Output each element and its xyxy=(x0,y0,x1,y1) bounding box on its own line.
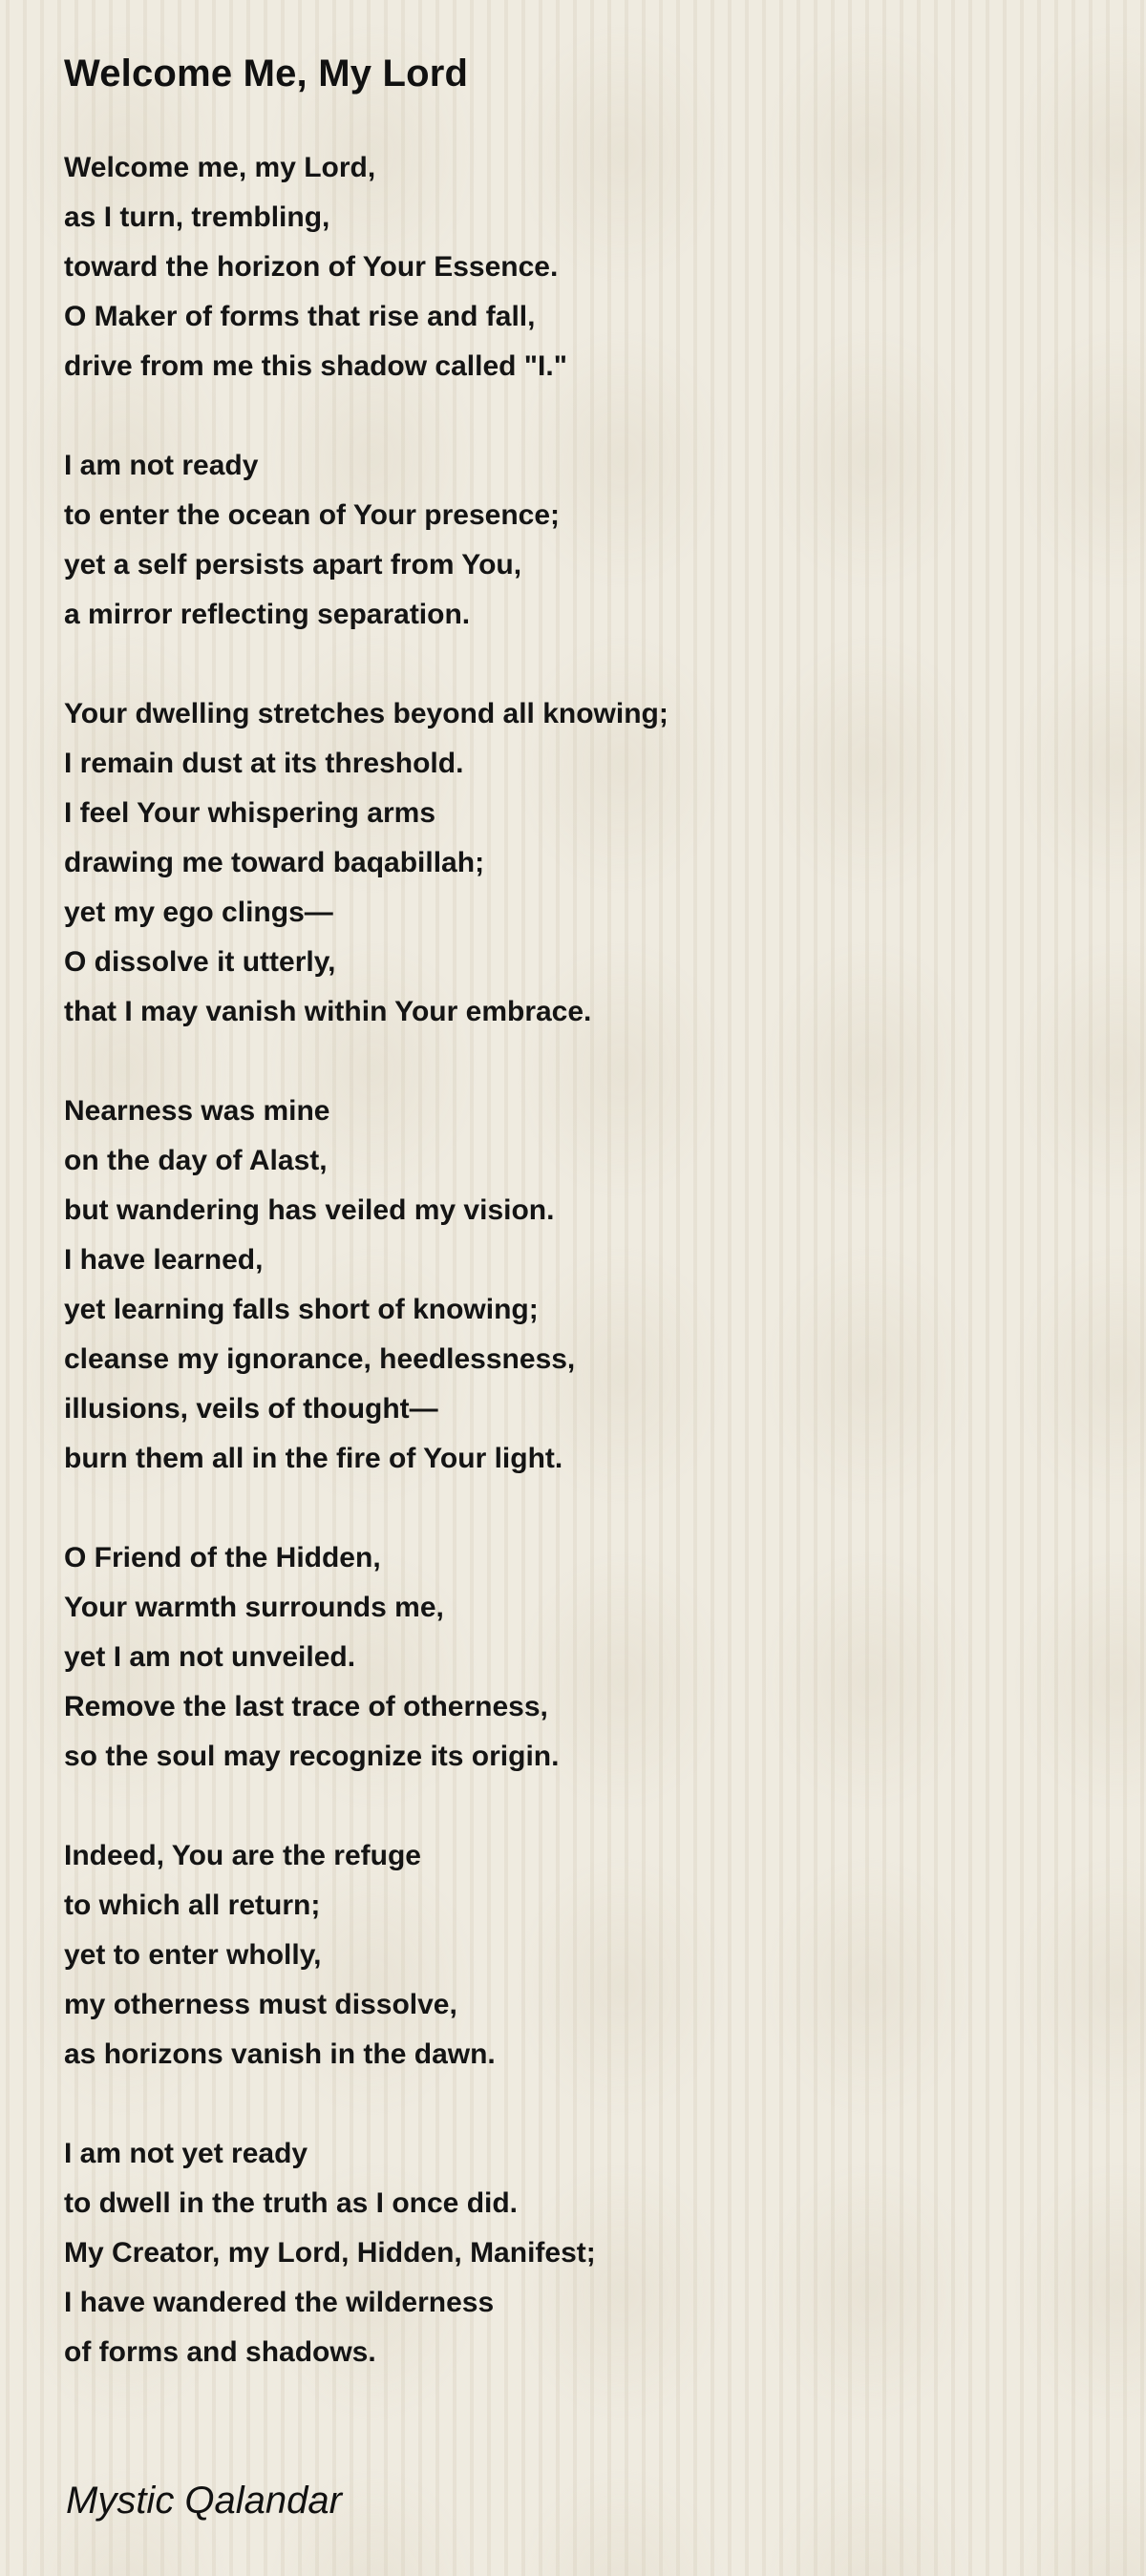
poem-line: I remain dust at its threshold. xyxy=(64,748,464,779)
poem-body xyxy=(64,143,1095,2427)
poem-line: cleanse my ignorance, heedlessness, xyxy=(64,1343,576,1375)
poem-line: I feel Your whispering arms xyxy=(64,797,436,829)
poem-line: to enter the ocean of Your presence; xyxy=(64,499,561,531)
poem-line: Indeed, You are the refuge xyxy=(64,1840,421,1871)
poem-line: yet to enter wholly, xyxy=(64,1939,322,1971)
stanza-3 xyxy=(64,689,1095,1037)
poem-line: burn them all in the fire of Your light. xyxy=(64,1443,563,1474)
poem-line: drive from me this shadow called "I." xyxy=(64,350,567,382)
poem-line: I have wandered the wilderness xyxy=(64,2287,495,2318)
poem-line: but wandering has veiled my vision. xyxy=(64,1194,555,1226)
poem-line: yet I am not unveiled. xyxy=(64,1641,356,1673)
poem-line: Nearness was mine xyxy=(64,1095,330,1127)
stanza-2 xyxy=(64,441,1095,640)
poem-line: as horizons vanish in the dawn. xyxy=(64,2038,496,2070)
poem-line: I have learned, xyxy=(64,1244,264,1276)
poem-line: I am not ready xyxy=(64,450,259,481)
poem-line: yet a self persists apart from You, xyxy=(64,549,522,581)
stanza-4 xyxy=(64,1087,1095,1484)
stanza-5 xyxy=(64,1533,1095,1782)
poem-line: on the day of Alast, xyxy=(64,1145,328,1176)
stanza-6 xyxy=(64,1831,1095,2080)
poem-line: to dwell in the truth as I once did. xyxy=(64,2187,519,2219)
poem-line: O dissolve it utterly, xyxy=(64,946,336,978)
poem-line: Welcome me, my Lord, xyxy=(64,152,376,183)
poem-line: a mirror reflecting separation. xyxy=(64,599,471,630)
poem-author: Mystic Qalandar xyxy=(66,2480,342,2522)
poem-line: I am not yet ready xyxy=(64,2138,308,2169)
poem-line: Your dwelling stretches beyond all knowing; xyxy=(64,698,668,729)
poem-line: Remove the last trace of otherness, xyxy=(64,1691,548,1722)
poem-line: My Creator, my Lord, Hidden, Manifest; xyxy=(64,2237,596,2269)
poem-line: of forms and shadows. xyxy=(64,2336,376,2368)
poem-title: Welcome Me, My Lord xyxy=(64,53,469,95)
poem-line: yet learning falls short of knowing; xyxy=(64,1294,539,1325)
poem-line: yet my ego clings— xyxy=(64,897,333,928)
poem-line: as I turn, trembling, xyxy=(64,201,330,233)
poem-line: my otherness must dissolve, xyxy=(64,1989,457,2020)
poem-line: that I may vanish within Your embrace. xyxy=(64,996,592,1027)
poem-line: O Maker of forms that rise and fall, xyxy=(64,301,536,332)
poem-line: drawing me toward baqabillah; xyxy=(64,847,485,878)
poem-line: Your warmth surrounds me, xyxy=(64,1592,444,1623)
poem-line: so the soul may recognize its origin. xyxy=(64,1741,560,1772)
poem-line: O Friend of the Hidden, xyxy=(64,1542,381,1573)
poem-line: toward the horizon of Your Essence. xyxy=(64,251,559,283)
poem-line: illusions, veils of thought— xyxy=(64,1393,438,1425)
stanza-1 xyxy=(64,143,1095,391)
stanza-7 xyxy=(64,2129,1095,2377)
poem-line: to which all return; xyxy=(64,1890,321,1921)
